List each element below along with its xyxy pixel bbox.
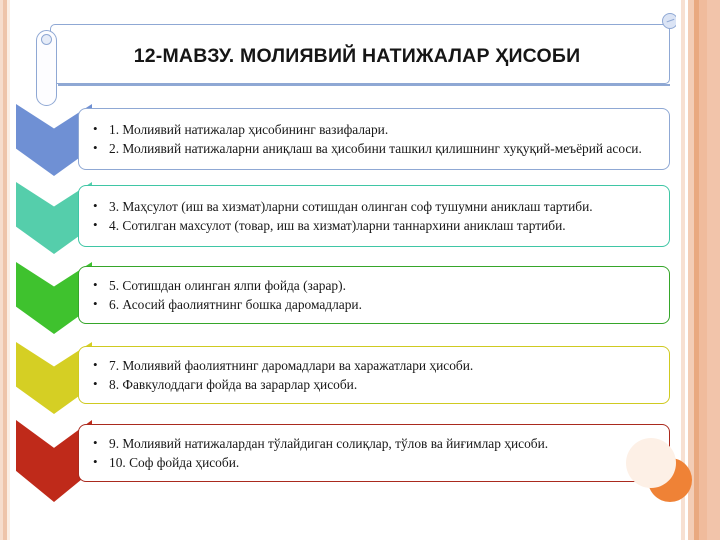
left-stripe-3 — [7, 0, 10, 540]
bullet-item: • 9. Молиявий натижалардан тўлайдиган солиқлар, тўлов ва йиғимлар ҳисоби. — [89, 435, 657, 453]
title-banner — [36, 20, 678, 92]
bullet-list — [89, 121, 657, 157]
bullet-list — [89, 435, 657, 471]
bullet-item: • 2. Молиявий натижаларни аниқлаш ва ҳисобини ташкил қилишнинг хуқуқий-меъёрий асоси. — [89, 140, 657, 158]
content-box — [78, 185, 670, 247]
right-edge-decoration — [676, 0, 720, 540]
bullet-item: • 5. Сотишдан олинган ялпи фойда (зарар). — [89, 277, 657, 295]
content-box — [78, 346, 670, 404]
page-title: 12-МАВЗУ. МОЛИЯВИЙ НАТИЖАЛАР ҲИСОБИ — [133, 44, 581, 67]
decorative-circle-pale — [626, 438, 676, 488]
bullet-list — [89, 277, 657, 313]
content-box — [78, 266, 670, 324]
right-stripe-7 — [707, 0, 720, 540]
bullet-item: • 3. Маҳсулот (иш ва хизмат)ларни сотишдан олинган соф тушумни аниклаш тартиби. — [89, 198, 657, 216]
bullet-item: • 1. Молиявий натижалар ҳисобининг вазифалари. — [89, 121, 657, 139]
right-stripe-6 — [699, 0, 707, 540]
content-box — [78, 108, 670, 170]
bullet-item: • 7. Молиявий фаолиятнинг даромадлари ва харажатлари ҳисоби. — [89, 357, 657, 375]
content-box — [78, 424, 670, 482]
bullet-item: • 6. Асосий фаолиятнинг бошка даромадлари. — [89, 296, 657, 314]
bullet-list — [89, 357, 657, 393]
bullet-item: • 10. Соф фойда ҳисоби. — [89, 454, 657, 472]
bullet-list — [89, 198, 657, 234]
bullet-item: • 8. Фавкулоддаги фойда ва зарарлар ҳисоби. — [89, 376, 657, 394]
bullet-item: • 4. Сотилган махсулот (товар, иш ва хизмат)ларни таннархини аниклаш тартиби. — [89, 217, 657, 235]
left-edge-decoration — [0, 0, 10, 540]
